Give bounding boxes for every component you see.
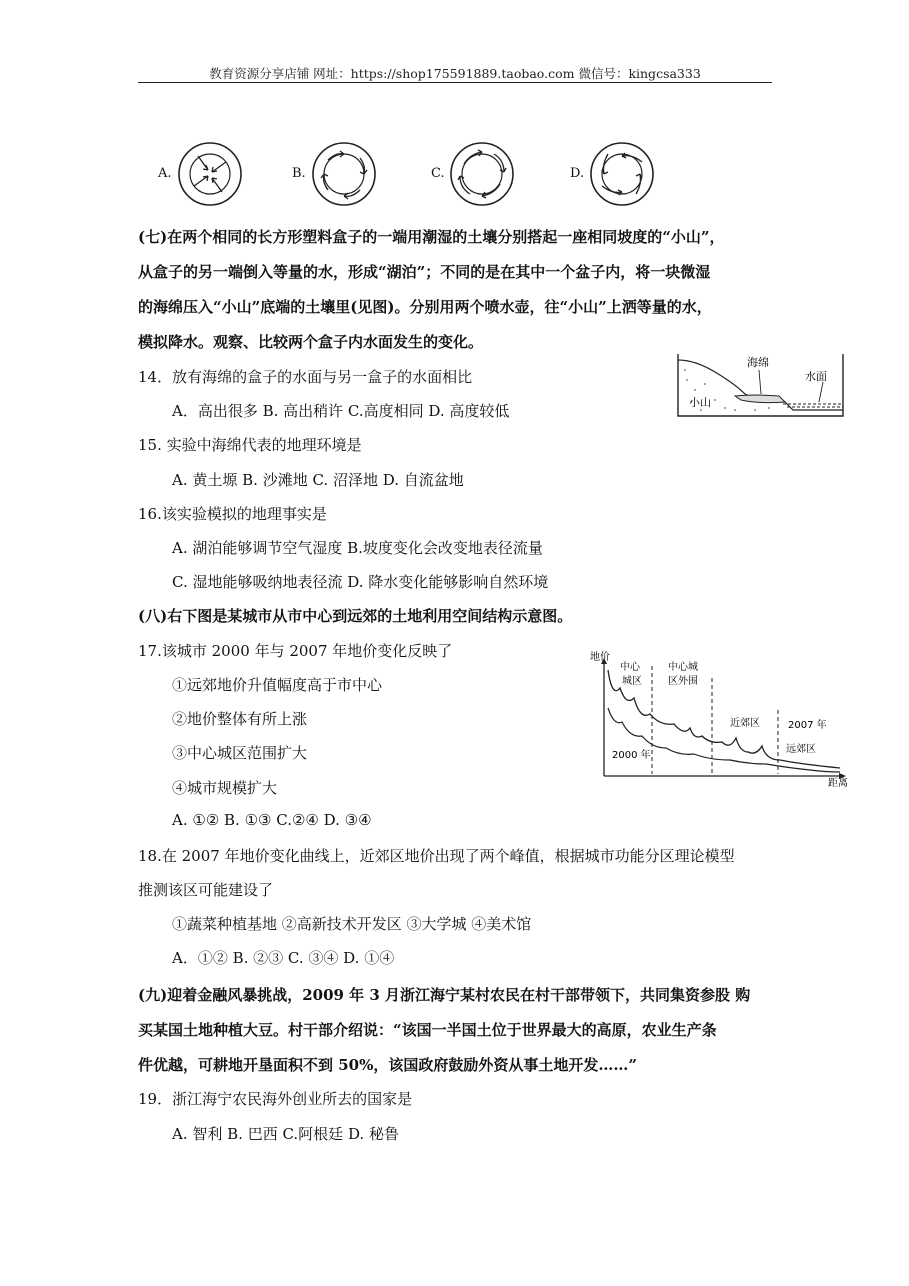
circle-figure-b — [310, 140, 378, 208]
circle-option-a-label: A. — [158, 166, 172, 181]
q17-item-4: ④城市规模扩大 — [172, 779, 278, 797]
zone-outer-line1: 中心城 — [668, 662, 698, 673]
water-surface-label: 水面 — [805, 370, 827, 383]
section7-line-4: 模拟降水。观察、比较两个盒子内水面发生的变化。 — [138, 333, 484, 351]
section7-line-3: 的海绵压入“小山”底端的土壤里(见图)。分别用两个喷水壶，往“小山”上洒等量的水， — [138, 298, 712, 316]
circle-figure-a — [176, 140, 244, 208]
chart-xlabel: 距离 — [828, 778, 848, 788]
circle-figure-c — [448, 140, 516, 208]
land-price-chart — [590, 648, 856, 788]
year-2007-label: 2007 年 — [788, 720, 827, 731]
circle-figure-d — [588, 140, 656, 208]
circle-option-b-label: B. — [292, 166, 306, 181]
q16-options-1: A. 湖泊能够调节空气湿度 B.坡度变化会改变地表径流量 — [172, 539, 543, 557]
q17-item-2: ②地价整体有所上涨 — [172, 710, 308, 728]
q14-options: A．高出很多 B. 高出稍许 C.高度相同 D. 高度较低 — [172, 402, 510, 420]
q15-stem: 15. 实验中海绵代表的地理环境是 — [138, 436, 362, 454]
q19-options: A. 智利 B. 巴西 C.阿根廷 D. 秘鲁 — [172, 1125, 399, 1143]
q17-stem: 17.该城市 2000 年与 2007 年地价变化反映了 — [138, 642, 453, 660]
q18-stem-1: 18.在 2007 年地价变化曲线上，近郊区地价出现了两个峰值，根据城市功能分区理论模型 — [138, 847, 735, 865]
q16-stem: 16.该实验模拟的地理事实是 — [138, 505, 327, 523]
q17-options: A. ①② B. ①③ C.②④ D. ③④ — [172, 811, 372, 829]
q18-options: A．①② B. ②③ C. ③④ D. ①④ — [172, 949, 395, 967]
section9-line-1: (九)迎着金融风暴挑战，2009 年 3 月浙江海宁某村农民在村干部带领下，共同集资参股 购 — [138, 986, 751, 1004]
q18-items: ①蔬菜种植基地 ②高新技术开发区 ③大学城 ④美术馆 — [172, 915, 532, 933]
zone-suburb: 近郊区 — [730, 718, 760, 729]
section7-line-2: 从盒子的另一端倒入等量的水，形成“湖泊”；不同的是在其中一个盆子内，将一块微湿 — [138, 263, 711, 281]
section7-line-1: (七)在两个相同的长方形塑料盒子的一端用潮湿的土壤分别搭起一座相同坡度的“小山”， — [138, 228, 725, 246]
q17-item-1: ①远郊地价升值幅度高于市中心 — [172, 676, 383, 694]
section9-line-2: 买某国土地种植大豆。村干部介绍说：“该国一半国土位于世界最大的高原，农业生产条 — [138, 1021, 717, 1039]
q18-stem-2: 推测该区可能建设了 — [138, 881, 274, 899]
hill-label: 小山 — [689, 396, 711, 409]
sponge-label: 海绵 — [747, 356, 769, 369]
chart-ylabel: 地价 — [590, 652, 610, 663]
header-divider — [138, 82, 772, 83]
page-header: 教育资源分享店铺 网址：https://shop175591889.taobao.com 微信号：kingcsa333 — [209, 66, 701, 81]
zone-center-line2: 城区 — [622, 676, 642, 687]
sponge-box-figure — [675, 350, 850, 420]
section9-line-3: 件优越，可耕地开垦面积不到 50%，该国政府鼓励外资从事土地开发……” — [138, 1056, 637, 1074]
circle-option-c-label: C. — [431, 166, 445, 181]
zone-outer-line2: 区外围 — [668, 676, 698, 687]
q19-stem: 19．浙江海宁农民海外创业所去的国家是 — [138, 1090, 413, 1108]
q14-stem: 14．放有海绵的盒子的水面与另一盒子的水面相比 — [138, 368, 473, 386]
zone-exurb: 远郊区 — [786, 744, 816, 755]
q16-options-2: C. 湿地能够吸纳地表径流 D. 降水变化能够影响自然环境 — [172, 573, 549, 591]
q15-options: A. 黄土塬 B. 沙滩地 C. 沼泽地 D. 自流盆地 — [172, 471, 464, 489]
section8-text: (八)右下图是某城市从市中心到远郊的土地利用空间结构示意图。 — [138, 607, 573, 625]
q17-item-3: ③中心城区范围扩大 — [172, 744, 308, 762]
year-2000-label: 2000 年 — [612, 750, 651, 761]
circle-option-d-label: D. — [570, 166, 585, 181]
zone-center-line1: 中心 — [620, 662, 640, 673]
